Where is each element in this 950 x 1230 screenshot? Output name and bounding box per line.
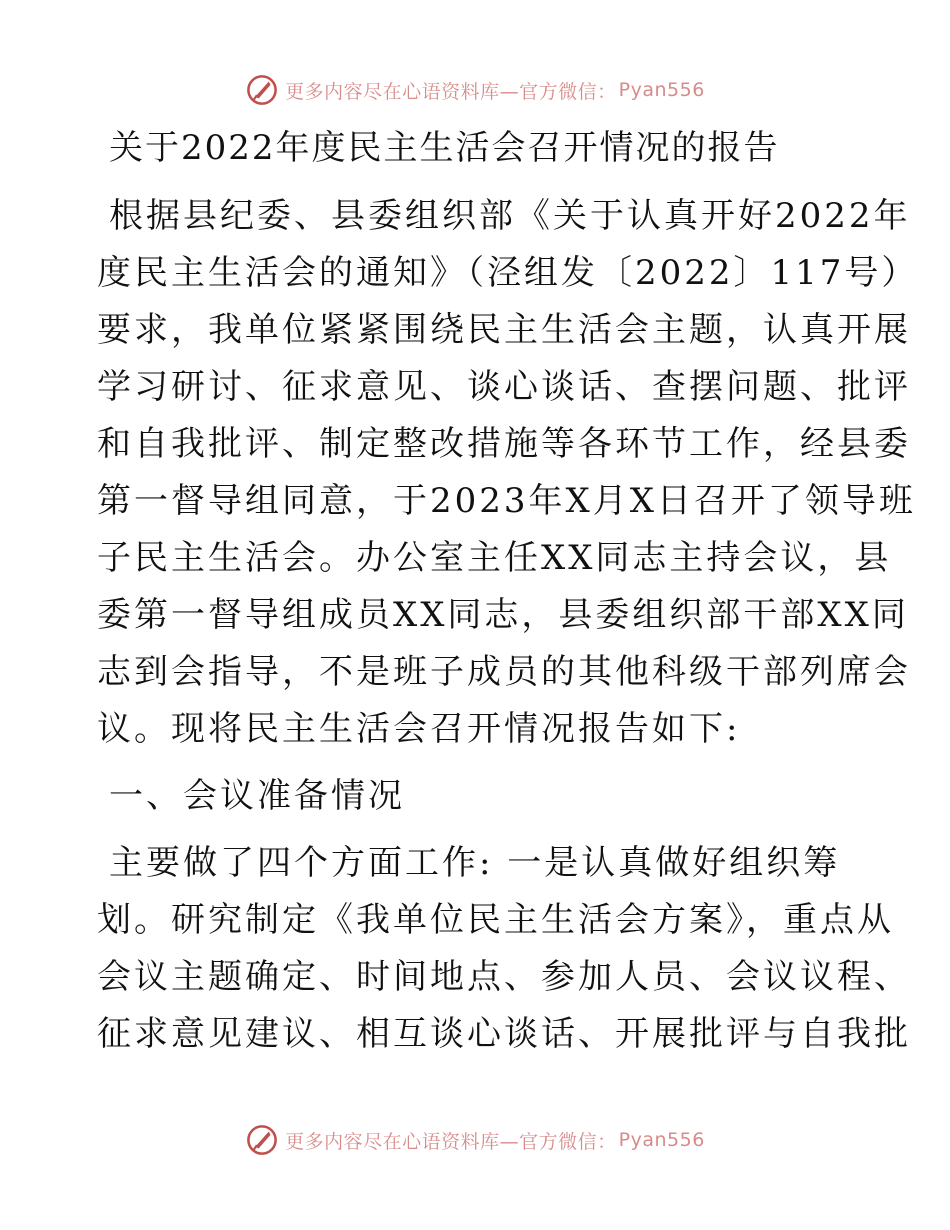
- paragraph-line: 和自我批评、制定整改措施等各环节工作，经县委: [97, 424, 911, 464]
- paragraph-line: 学习研讨、征求意见、谈心谈话、查摆问题、批评: [97, 367, 911, 407]
- paragraph-line: 议。现将民主生活会召开情况报告如下:: [97, 709, 741, 749]
- paragraph-line: 志到会指导，不是班子成员的其他科级干部列席会: [97, 652, 911, 692]
- paragraph-line: 委第一督导组成员XX同志，县委组织部干部XX同: [97, 595, 909, 635]
- paragraph-line: 划。研究制定《我单位民主生活会方案》，重点从: [97, 900, 894, 940]
- quill-logo-icon: [245, 73, 279, 107]
- watermark-bottom: [0, 1120, 950, 1160]
- watermark-text: 更多内容尽在心语资料库—官方微信：: [285, 80, 617, 103]
- paragraph-1: [97, 188, 919, 758]
- document-title: 关于2022年度民主生活会召开情况的报告: [109, 128, 780, 168]
- paragraph-line: 征求意见建议、相互谈心谈话、开展批评与自我批: [97, 1014, 911, 1054]
- paragraph-line: 会议主题确定、时间地点、参加人员、会议议程、: [97, 957, 911, 997]
- paragraph-line: 主要做了四个方面工作: 一是认真做好组织筹: [109, 843, 841, 883]
- paragraph-line: 要求，我单位紧紧围绕民主生活会主题，认真开展: [97, 310, 911, 350]
- watermark-wechat-id: Pyan556: [618, 1129, 705, 1151]
- section-heading: 一、会议准备情况: [109, 776, 405, 816]
- paragraph-2: [97, 835, 911, 1063]
- watermark-top: [0, 70, 950, 110]
- quill-logo-icon: [245, 1123, 279, 1157]
- watermark-text: 更多内容尽在心语资料库—官方微信：: [285, 1130, 617, 1153]
- document-body: [97, 118, 919, 1063]
- watermark-wechat-id: Pyan556: [618, 79, 705, 101]
- paragraph-line: 度民主生活会的通知》（泾组发〔2022〕117号）: [97, 253, 919, 293]
- paragraph-line: 子民主生活会。办公室主任XX同志主持会议，县: [97, 538, 892, 578]
- paragraph-line: 第一督导组同意，于2023年X月X日召开了领导班: [97, 481, 916, 521]
- paragraph-line: 根据县纪委、县委组织部《关于认真开好2022年: [109, 196, 911, 236]
